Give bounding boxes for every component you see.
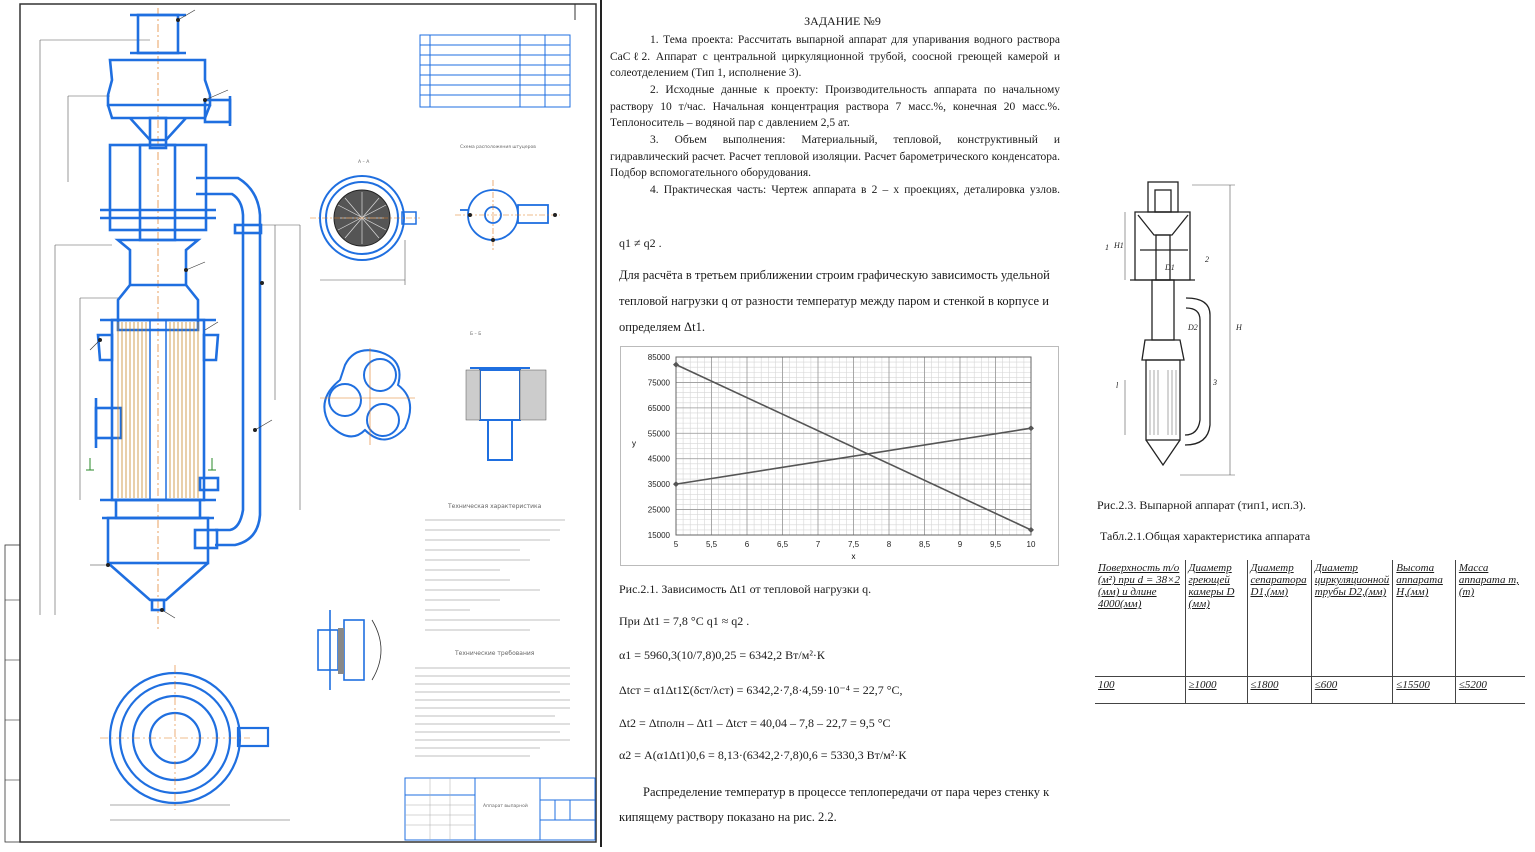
label-d1: D1 xyxy=(1165,263,1175,272)
figure-2-1-caption: Рис.2.1. Зависимость Δt1 от тепловой нагрузки q. xyxy=(619,582,872,596)
document-page xyxy=(605,0,1075,847)
data-point xyxy=(673,481,679,487)
apparatus-sketch xyxy=(1100,180,1300,480)
table-cell: ≥1000 xyxy=(1185,677,1247,704)
x-tick-label: 7,5 xyxy=(847,540,860,549)
table-cell: ≤1800 xyxy=(1247,677,1311,704)
table-header-mass: Масса аппарата m,(т) xyxy=(1455,560,1525,677)
label-h: H xyxy=(1236,323,1242,332)
table-cell: ≤15500 xyxy=(1393,677,1456,704)
apparatus-figure-panel xyxy=(1085,0,1535,847)
table-header-tube-diameter: Диаметр циркуляционной трубы D2,(мм) xyxy=(1311,560,1393,677)
table-cell: 100 xyxy=(1095,677,1185,704)
task-paragraph-3: 3. Объем выполнения: Материальный, тепловой, конструктивный и гидравлический расчет. Расчет тепловой изоляции. Расчет барометрического конденсатора. Подбор вспомогательного оборудования. xyxy=(610,134,1060,179)
section-a-label: А – А xyxy=(358,160,370,165)
x-tick-label: 6,5 xyxy=(776,540,789,549)
table-cell: ≤600 xyxy=(1311,677,1393,704)
heat-load-chart xyxy=(621,347,1058,565)
label-1: 1 xyxy=(1105,243,1109,252)
equation-intro: При Δt1 = 7,8 °C q1 ≈ q2 . xyxy=(619,614,750,628)
data-point xyxy=(1028,425,1034,431)
y-tick-label: 75000 xyxy=(647,378,670,388)
engineering-drawing xyxy=(0,0,602,847)
x-tick-label: 6 xyxy=(744,540,750,549)
chart-frame xyxy=(620,346,1059,566)
section-b-label: Б – Б xyxy=(470,332,482,337)
equation-alpha2: α2 = A(α1Δt1)0,6 = 8,13·(6342,2·7,8)0,6 = 5330,3 Вт/м²·К xyxy=(619,748,907,762)
x-tick-label: 7 xyxy=(815,540,821,549)
table-2-1-title: Табл.2.1.Общая характеристика аппарата xyxy=(1100,529,1311,543)
label-2: 2 xyxy=(1205,255,1209,264)
y-tick-label: 45000 xyxy=(647,454,670,464)
data-point xyxy=(1028,527,1034,533)
equation-dt2: Δt2 = Δtполн – Δt1 – Δtст = 40,04 – 7,8 – 22,7 = 9,5 °С xyxy=(619,716,891,730)
y-tick-label: 85000 xyxy=(647,353,670,362)
table-header-height: Высота аппарата H,(мм) xyxy=(1393,560,1456,677)
tech-spec-title: Техническая характеристика xyxy=(448,503,542,510)
x-tick-label: 8 xyxy=(886,540,892,549)
q-inequality: q1 ≠ q2 . xyxy=(619,236,662,250)
label-d2: D2 xyxy=(1188,323,1198,332)
figure-2-3-caption: Рис.2.3. Выпарной аппарат (тип1, исп.3). xyxy=(1097,498,1306,512)
table-header-surface: Поверхность т/о (м²) при d = 38×2 (мм) и длине 4000(мм) xyxy=(1095,560,1185,677)
table-cell: ≤5200 xyxy=(1455,677,1525,704)
task-paragraph-2: 2. Исходные данные к проекту: Производительность аппарата по начальному раствору 10 т/час. Начальная концентрация раствора 7 масс.%, конечная 20 масс.%. Теплоноситель – водяной пар с давлением 2,5 ат. xyxy=(610,84,1060,129)
x-tick-label: 8,5 xyxy=(918,540,931,549)
task-title: ЗАДАНИЕ №9 xyxy=(804,14,881,28)
label-l: l xyxy=(1116,381,1119,390)
x-tick-label: 9,5 xyxy=(989,540,1002,549)
table-header-chamber-diameter: Диаметр греющей камеры D (мм) xyxy=(1185,560,1247,677)
task-paragraph-1: 1. Тема проекта: Рассчитать выпарной аппарат для упаривания водного раствора CaCℓ2. Аппарат с центральной циркуляционной трубой, соосной греющей камерой и солеотделением (Тип 1, исполнение 3). xyxy=(610,34,1060,79)
x-axis-label: x xyxy=(851,552,856,561)
label-3: 3 xyxy=(1213,378,1217,387)
x-tick-label: 5,5 xyxy=(705,540,718,549)
x-tick-label: 9 xyxy=(957,540,963,549)
x-tick-label: 10 xyxy=(1026,540,1036,549)
table-header-separator-diameter: Диаметр сепаратора D1,(мм) xyxy=(1247,560,1311,677)
y-tick-label: 55000 xyxy=(647,429,670,439)
y-tick-label: 65000 xyxy=(647,403,670,413)
y-tick-label: 15000 xyxy=(647,531,670,540)
apparatus-drawing-svg xyxy=(0,0,600,847)
tech-requirements-title: Технические требования xyxy=(455,650,535,657)
calc-outro: Распределение температур в процессе теплопередачи от пара через стенку к кипящему раствору показано на рис. 2.2. xyxy=(619,785,1050,824)
y-axis-label: y xyxy=(632,439,636,448)
calc-intro: Для расчёта в третьем приближении строим графическую зависимость удельной тепловой нагрузки q от разности температур между паром и стенкой в корпусе и определяем Δt1. xyxy=(619,268,1050,334)
x-tick-label: 5 xyxy=(673,540,679,549)
task-paragraph-4: 4. Практическая часть: Чертеж аппарата в 2 – х проекциях, деталировка узлов. xyxy=(650,184,1060,196)
y-tick-label: 25000 xyxy=(647,505,670,515)
apparatus-characteristics-table xyxy=(1095,560,1525,704)
stamp-title: Аппарат выпарной xyxy=(483,804,528,809)
y-tick-label: 35000 xyxy=(647,480,670,490)
data-point xyxy=(673,362,679,368)
label-h1: H1 xyxy=(1114,241,1124,250)
nozzle-scheme-label: Схема расположения штуцеров xyxy=(460,145,536,150)
equation-alpha1: α1 = 5960,3(10/7,8)0,25 = 6342,2 Вт/м²·К xyxy=(619,648,825,662)
equation-dt-wall: Δtст = α1Δt1Σ(δст/λст) = 6342,2·7,8·4,59·10⁻⁴ = 22,7 °С, xyxy=(619,683,903,697)
